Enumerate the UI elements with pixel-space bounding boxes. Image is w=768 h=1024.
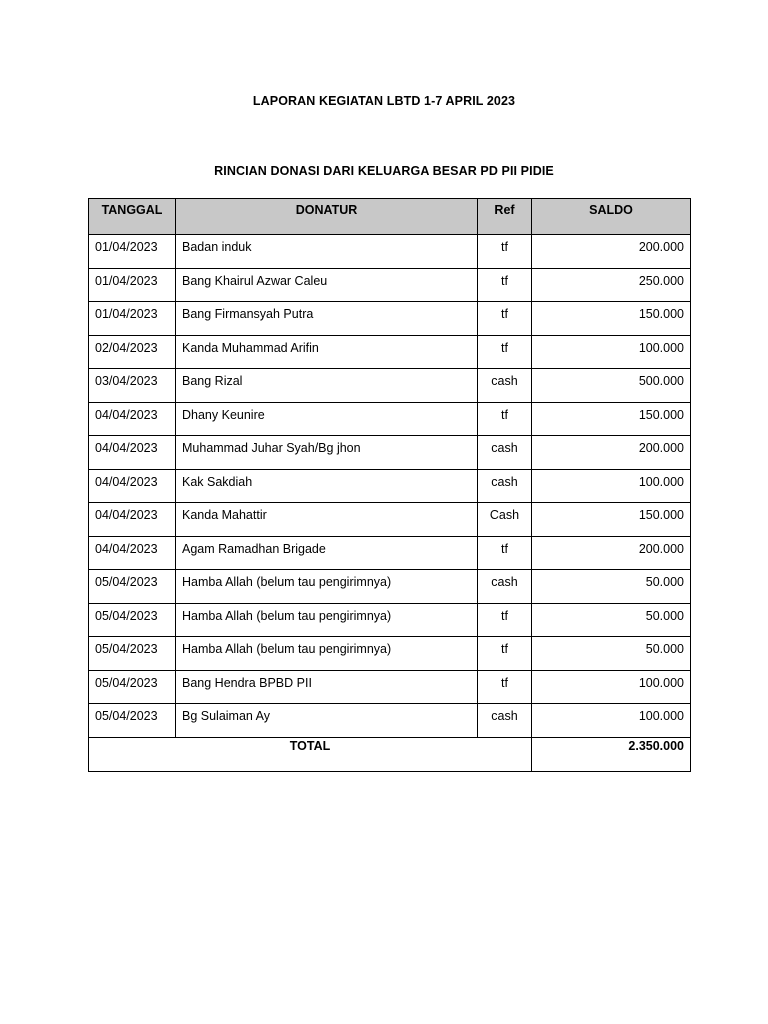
cell-donatur: Dhany Keunire bbox=[176, 402, 478, 436]
cell-saldo: 150.000 bbox=[532, 503, 691, 537]
cell-tanggal: 05/04/2023 bbox=[89, 637, 176, 671]
header-donatur: DONATUR bbox=[176, 199, 478, 235]
table-row bbox=[89, 369, 691, 403]
table-row bbox=[89, 637, 691, 671]
cell-saldo: 50.000 bbox=[532, 570, 691, 604]
total-value: 2.350.000 bbox=[532, 737, 691, 771]
header-ref: Ref bbox=[478, 199, 532, 235]
cell-donatur: Kak Sakdiah bbox=[176, 469, 478, 503]
cell-donatur: Bang Firmansyah Putra bbox=[176, 302, 478, 336]
table-row bbox=[89, 469, 691, 503]
table-row bbox=[89, 402, 691, 436]
cell-ref: tf bbox=[478, 637, 532, 671]
cell-ref: tf bbox=[478, 536, 532, 570]
cell-donatur: Bang Rizal bbox=[176, 369, 478, 403]
total-label: TOTAL bbox=[89, 737, 532, 771]
cell-saldo: 100.000 bbox=[532, 670, 691, 704]
cell-tanggal: 05/04/2023 bbox=[89, 670, 176, 704]
total-row bbox=[89, 737, 691, 771]
table-row bbox=[89, 670, 691, 704]
table-row bbox=[89, 235, 691, 269]
cell-saldo: 150.000 bbox=[532, 302, 691, 336]
table-row bbox=[89, 268, 691, 302]
cell-tanggal: 04/04/2023 bbox=[89, 536, 176, 570]
cell-tanggal: 05/04/2023 bbox=[89, 704, 176, 738]
cell-donatur: Hamba Allah (belum tau pengirimnya) bbox=[176, 603, 478, 637]
cell-ref: tf bbox=[478, 603, 532, 637]
table-row bbox=[89, 436, 691, 470]
cell-ref: cash bbox=[478, 570, 532, 604]
cell-ref: tf bbox=[478, 402, 532, 436]
cell-ref: cash bbox=[478, 704, 532, 738]
cell-saldo: 50.000 bbox=[532, 603, 691, 637]
cell-donatur: Bg Sulaiman Ay bbox=[176, 704, 478, 738]
cell-tanggal: 04/04/2023 bbox=[89, 402, 176, 436]
cell-saldo: 50.000 bbox=[532, 637, 691, 671]
table-row bbox=[89, 603, 691, 637]
cell-ref: tf bbox=[478, 335, 532, 369]
cell-ref: cash bbox=[478, 436, 532, 470]
cell-tanggal: 04/04/2023 bbox=[89, 503, 176, 537]
cell-donatur: Kanda Muhammad Arifin bbox=[176, 335, 478, 369]
header-saldo: SALDO bbox=[532, 199, 691, 235]
cell-saldo: 150.000 bbox=[532, 402, 691, 436]
cell-donatur: Bang Khairul Azwar Caleu bbox=[176, 268, 478, 302]
cell-donatur: Agam Ramadhan Brigade bbox=[176, 536, 478, 570]
cell-ref: tf bbox=[478, 670, 532, 704]
cell-tanggal: 04/04/2023 bbox=[89, 436, 176, 470]
table-row bbox=[89, 704, 691, 738]
cell-tanggal: 01/04/2023 bbox=[89, 302, 176, 336]
cell-tanggal: 01/04/2023 bbox=[89, 268, 176, 302]
cell-tanggal: 03/04/2023 bbox=[89, 369, 176, 403]
cell-donatur: Hamba Allah (belum tau pengirimnya) bbox=[176, 637, 478, 671]
table-row bbox=[89, 302, 691, 336]
cell-ref: tf bbox=[478, 235, 532, 269]
table-body bbox=[89, 235, 691, 738]
cell-donatur: Muhammad Juhar Syah/Bg jhon bbox=[176, 436, 478, 470]
cell-donatur: Badan induk bbox=[176, 235, 478, 269]
cell-ref: cash bbox=[478, 369, 532, 403]
cell-ref: cash bbox=[478, 469, 532, 503]
cell-saldo: 100.000 bbox=[532, 335, 691, 369]
donation-table bbox=[88, 198, 691, 772]
cell-tanggal: 01/04/2023 bbox=[89, 235, 176, 269]
cell-tanggal: 05/04/2023 bbox=[89, 570, 176, 604]
document-title: LAPORAN KEGIATAN LBTD 1-7 APRIL 2023 bbox=[252, 94, 516, 108]
cell-saldo: 100.000 bbox=[532, 469, 691, 503]
cell-ref: Cash bbox=[478, 503, 532, 537]
cell-saldo: 100.000 bbox=[532, 704, 691, 738]
cell-saldo: 200.000 bbox=[532, 235, 691, 269]
cell-saldo: 250.000 bbox=[532, 268, 691, 302]
cell-tanggal: 02/04/2023 bbox=[89, 335, 176, 369]
cell-saldo: 500.000 bbox=[532, 369, 691, 403]
cell-saldo: 200.000 bbox=[532, 436, 691, 470]
cell-donatur: Kanda Mahattir bbox=[176, 503, 478, 537]
cell-tanggal: 04/04/2023 bbox=[89, 469, 176, 503]
table-row bbox=[89, 570, 691, 604]
table-row bbox=[89, 503, 691, 537]
table-header-row bbox=[89, 199, 691, 235]
cell-ref: tf bbox=[478, 268, 532, 302]
cell-saldo: 200.000 bbox=[532, 536, 691, 570]
header-tanggal: TANGGAL bbox=[89, 199, 176, 235]
document-subtitle: RINCIAN DONASI DARI KELUARGA BESAR PD PII PIDIE bbox=[214, 164, 554, 178]
cell-donatur: Bang Hendra BPBD PII bbox=[176, 670, 478, 704]
table-row bbox=[89, 536, 691, 570]
cell-donatur: Hamba Allah (belum tau pengirimnya) bbox=[176, 570, 478, 604]
table-row bbox=[89, 335, 691, 369]
cell-tanggal: 05/04/2023 bbox=[89, 603, 176, 637]
cell-ref: tf bbox=[478, 302, 532, 336]
